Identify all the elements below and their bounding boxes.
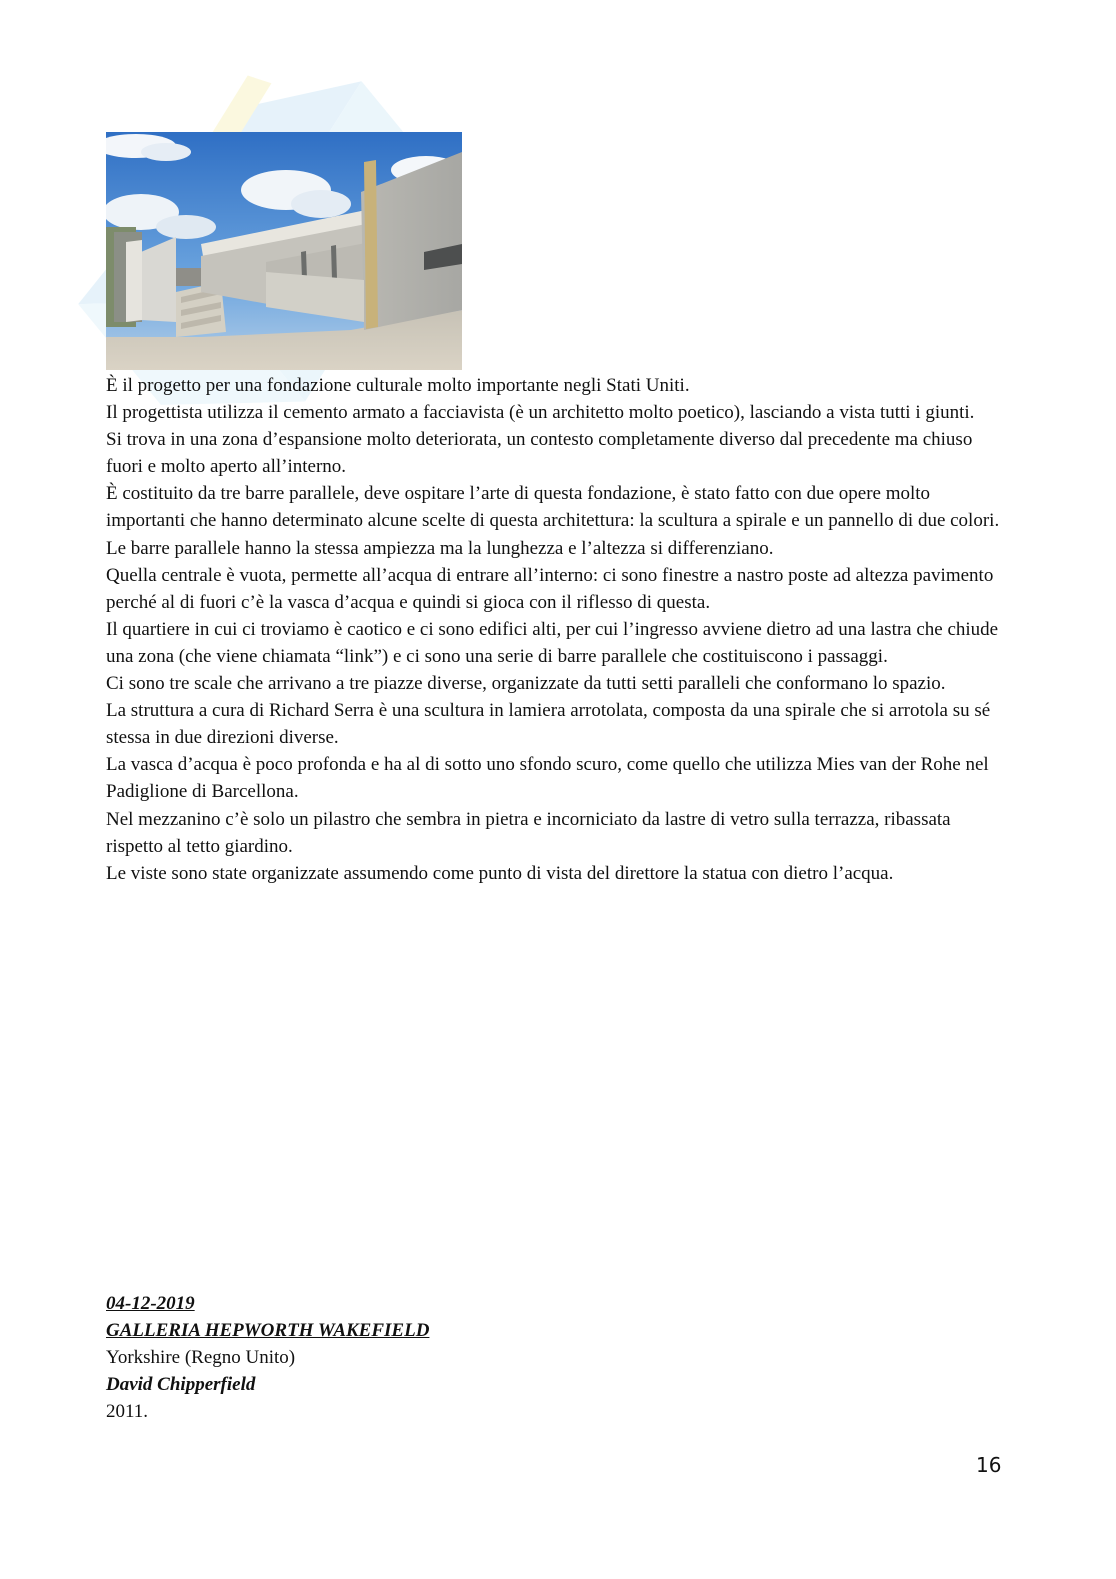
section-year: 2011. <box>106 1401 149 1423</box>
paragraph: È il progetto per una fondazione culturale molto importante negli Stati Uniti. <box>106 375 690 396</box>
paragraph: Le viste sono state organizzate assumendo come punto di vista del direttore la statua con dietro l’acqua. <box>106 862 894 884</box>
paragraph: È costituito da tre barre parallele, deve ospitare l’arte di questa fondazione, è stato fatto con due opere molto importanti che hanno determinato alcune scelte di questa architettura: la scultura a spirale e un pannello di due colori. <box>106 483 1000 532</box>
section-date: 04-12-2019 <box>106 1293 195 1314</box>
paragraph: La struttura a cura di Richard Serra è una scultura in lamiera arrotolata, composta da una spirale che si arrotola su sé stessa in due direzioni diverse. <box>106 700 991 749</box>
paragraph: Quella centrale è vuota, permette all’acqua di entrare all’interno: ci sono finestre a nastro poste ad altezza pavimento perché al di fuori c’è la vasca d’acqua e quindi si gioca con il riflesso di questa. <box>106 564 994 613</box>
paragraph: Il progettista utilizza il cemento armato a facciavista (è un architetto molto poetico), lasciando a vista tutti i giunti. <box>106 402 975 424</box>
section-location: Yorkshire (Regno Unito) <box>106 1347 296 1369</box>
building-photo <box>106 132 462 370</box>
paragraph: Ci sono tre scale che arrivano a tre piazze diverse, organizzate da tutti setti paralleli che conformano lo spazio. <box>106 673 946 695</box>
section-header <box>106 1290 806 1425</box>
paragraph: Si trova in una zona d’espansione molto deteriorata, un contesto completamente diverso dal precedente ma chiuso fuori e molto aperto all’interno. <box>106 429 973 478</box>
section-architect: David Chipperfield <box>106 1374 256 1396</box>
paragraph: Le barre parallele hanno la stessa ampiezza ma la lunghezza e l’altezza si differenziano. <box>106 537 774 559</box>
paragraph: Il quartiere in cui ci troviamo è caotico e ci sono edifici alti, per cui l’ingresso avviene dietro ad una lastra che chiude una zona (che viene chiamata “link”) e ci sono una serie di barre parallele che costituiscono i passaggi. <box>106 618 999 667</box>
page-number: 16 <box>976 1453 1002 1477</box>
paragraph: La vasca d’acqua è poco profonda e ha al di sotto uno sfondo scuro, come quello che utilizza Mies van der Rohe nel Padiglione di Barcellona. <box>106 754 989 803</box>
paragraph: Nel mezzanino c’è solo un pilastro che sembra in pietra e incorniciato da lastre di vetro sulla terrazza, ribassata rispetto al tetto giardino. <box>106 808 951 857</box>
body-text <box>106 372 1006 887</box>
section-title: GALLERIA HEPWORTH WAKEFIELD <box>106 1320 430 1342</box>
